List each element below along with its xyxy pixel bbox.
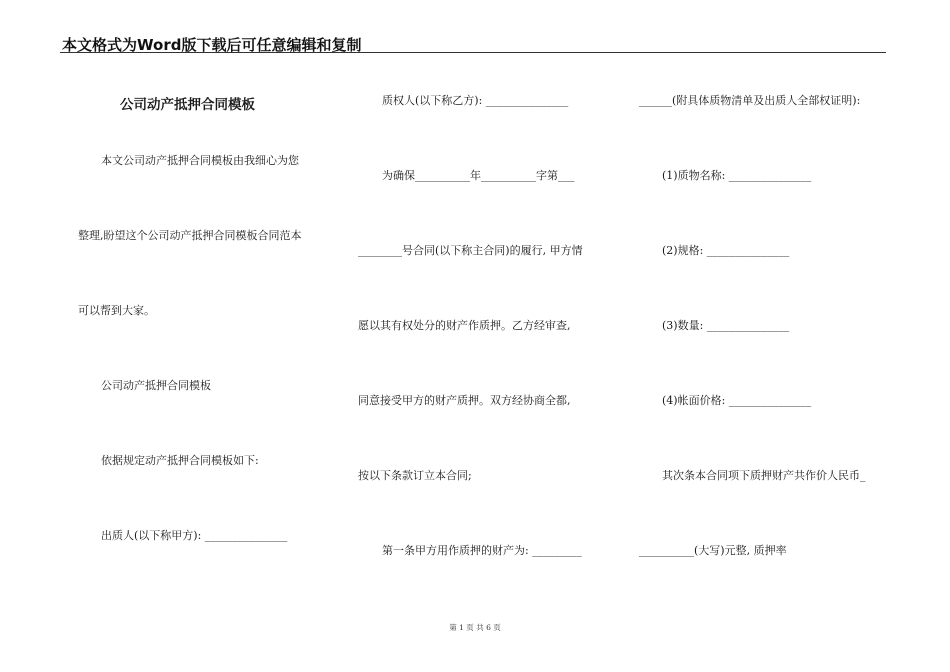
document-header-title: 本文格式为Word版下载后可任意编辑和复制 (62, 36, 362, 54)
left-line-5: 依据规定动产抵押合同模板如下: (101, 454, 259, 467)
middle-line-6: 按以下条款订立本合同; (358, 469, 472, 482)
right-line-2: (1)质物名称: _______________ (662, 169, 812, 182)
middle-line-7: 第一条甲方用作质押的财产为: _________ (382, 544, 582, 557)
right-line-3: (2)规格: _______________ (662, 244, 790, 257)
middle-line-4: 愿以其有权处分的财产作质押。乙方经审查, (358, 319, 571, 332)
header-divider (60, 52, 886, 53)
right-line-7: __________(大写)元整, 质押率 (639, 544, 787, 557)
right-line-5: (4)帐面价格: _______________ (662, 394, 812, 407)
middle-line-3: ________号合同(以下称主合同)的履行, 甲方情 (358, 244, 583, 257)
left-line-6: 出质人(以下称甲方): _______________ (101, 529, 288, 542)
left-line-3: 可以帮到大家。 (78, 304, 155, 317)
right-line-1: ______(附具体质物清单及出质人全部权证明): (639, 94, 861, 107)
right-line-6: 其次条本合同项下质押财产共作价人民币_ (662, 469, 866, 482)
left-line-4: 公司动产抵押合同模板 (101, 379, 211, 392)
page-number-footer: 第 1 页 共 6 页 (449, 623, 501, 632)
left-line-1: 本文公司动产抵押合同模板由我细心为您 (101, 154, 299, 167)
middle-line-5: 同意接受甲方的财产质押。双方经协商全都, (358, 394, 571, 407)
left-line-2: 整理,盼望这个公司动产抵押合同模板合同范本 (78, 229, 302, 242)
contract-title: 公司动产抵押合同模板 (120, 97, 255, 113)
middle-line-2: 为确保__________年__________字第___ (382, 169, 575, 182)
middle-line-1: 质权人(以下称乙方): _______________ (382, 94, 569, 107)
right-line-4: (3)数量: _______________ (662, 319, 790, 332)
